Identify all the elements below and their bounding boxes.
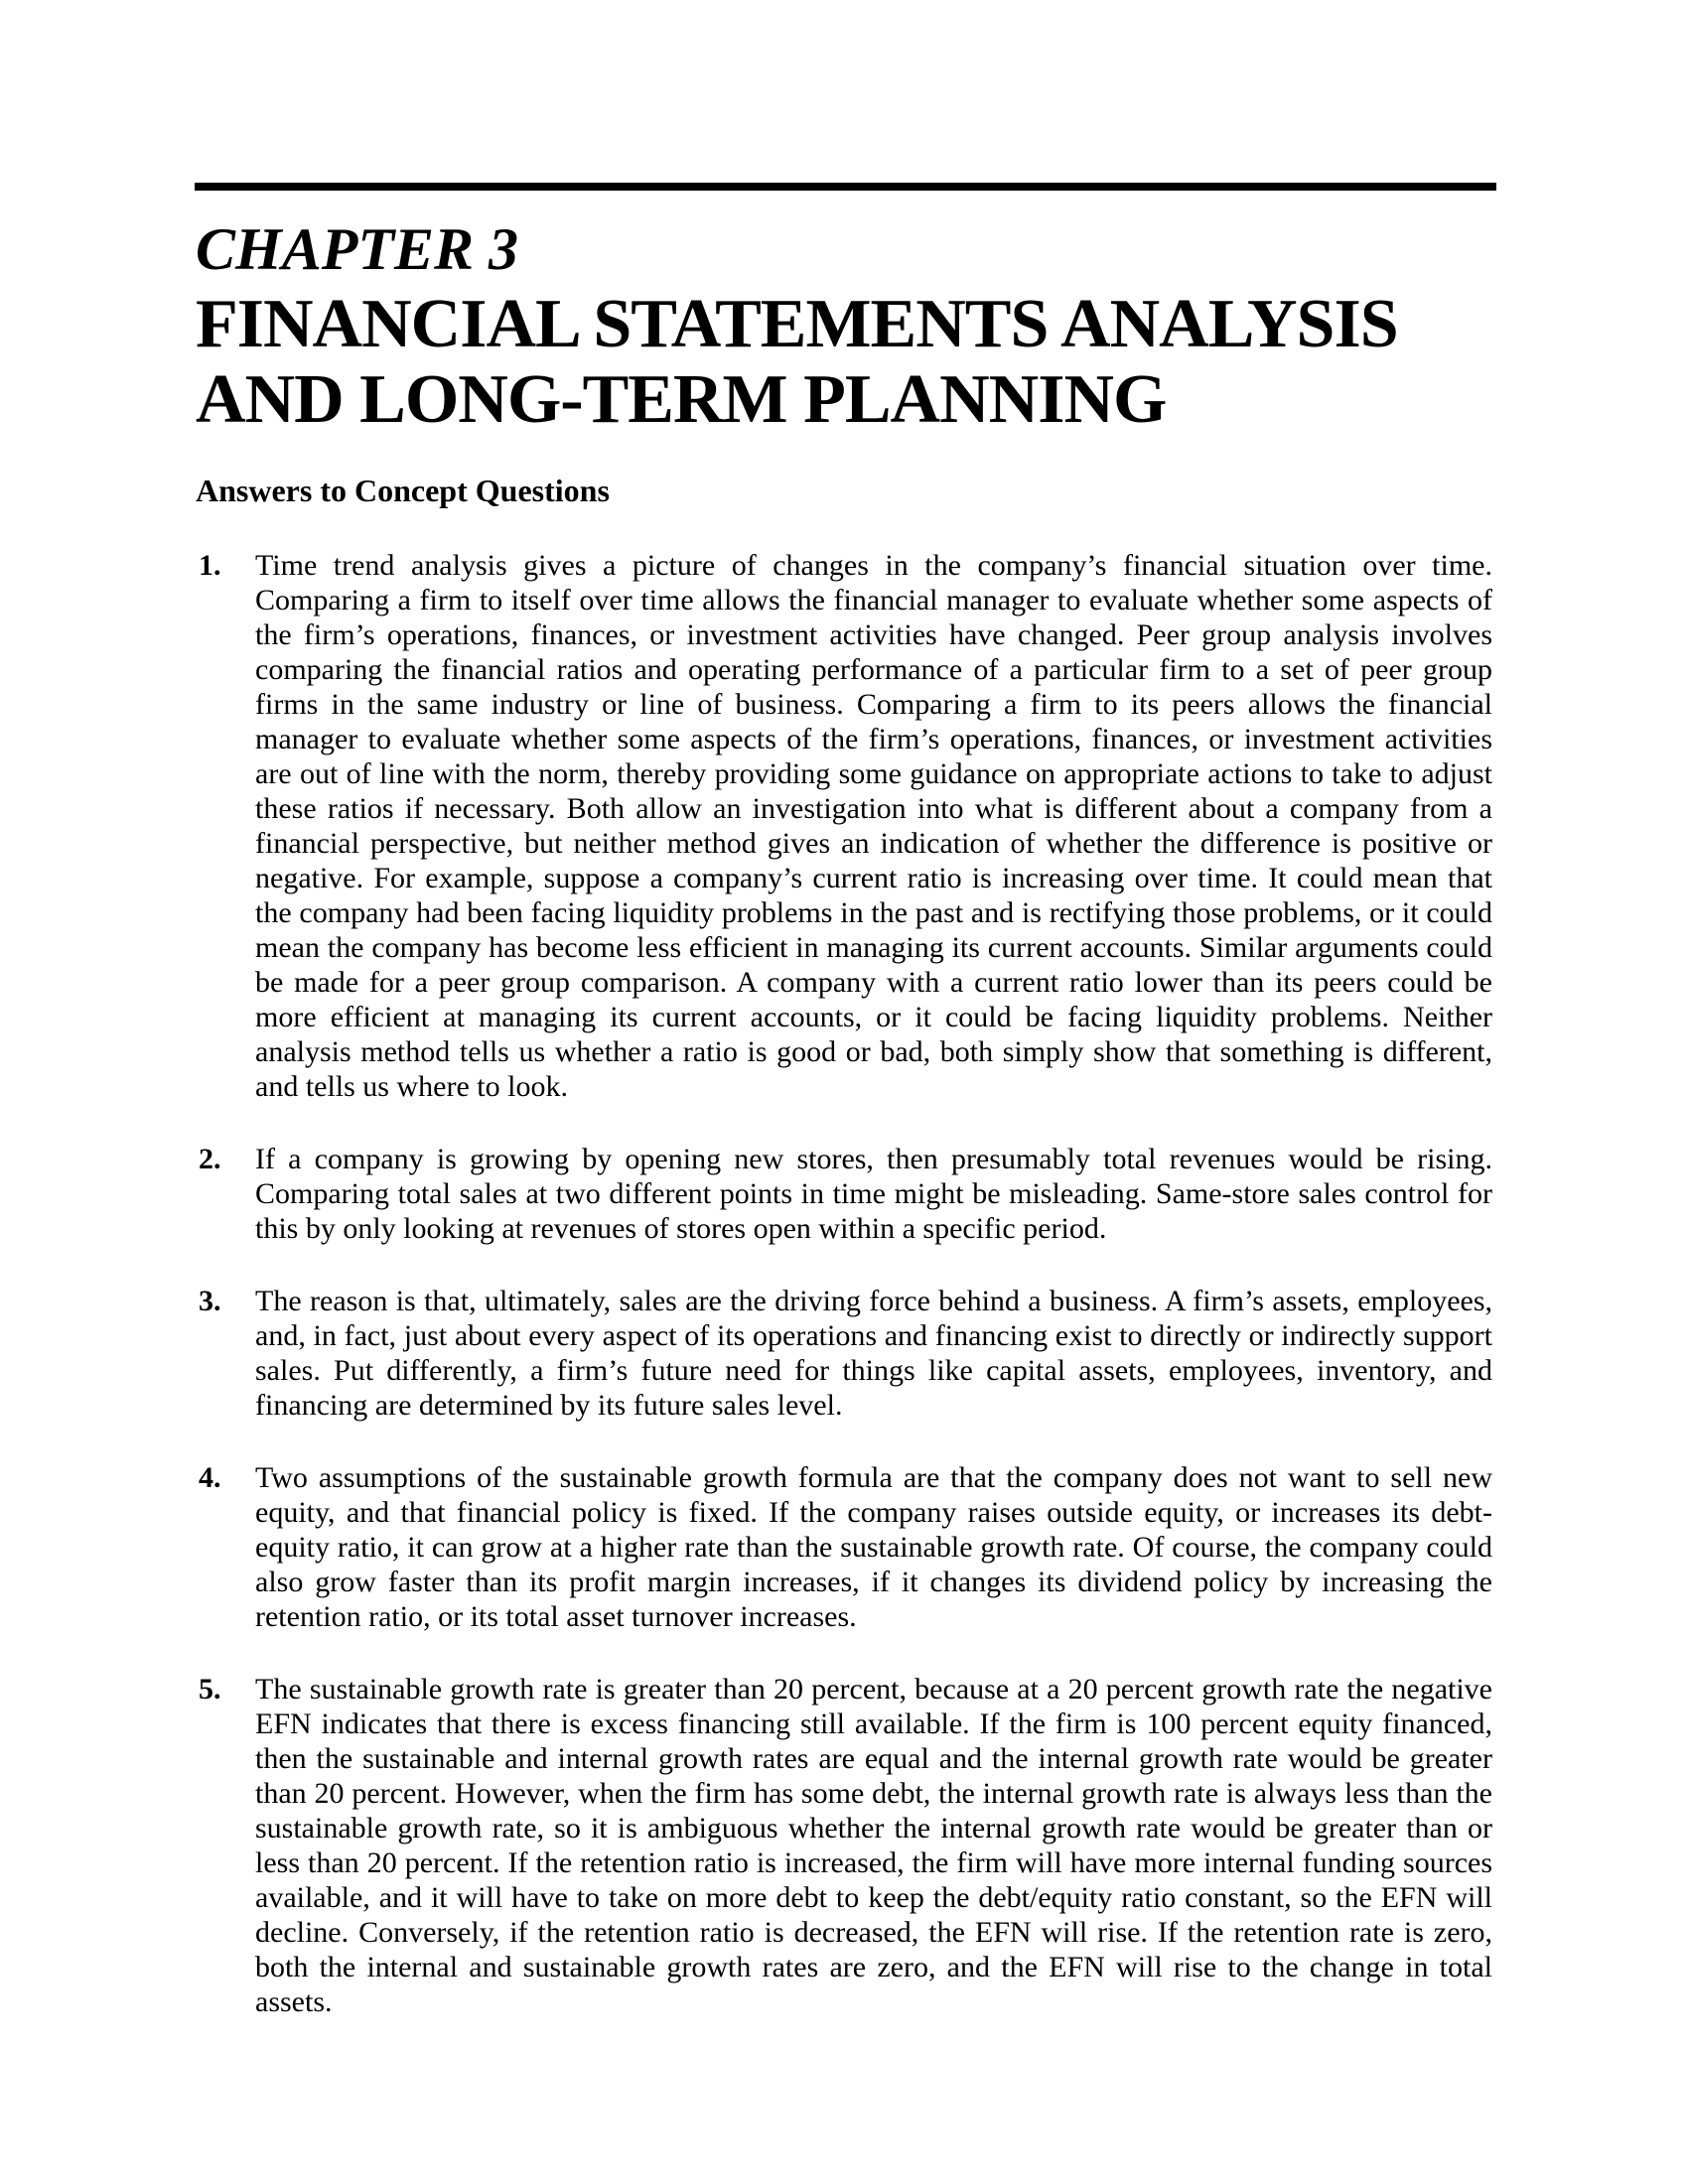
- item-text: The sustainable growth rate is greater than 20 percent, because at a 20 percent growth rate the negative EFN indicates that there is excess financing still available. If the firm is 100 percent equity financed, then the sustainable and internal growth rates are equal and the internal growth rate would be greater than 20 percent. However, when the firm has some debt, the internal growth rate is always less than the sustainable growth rate, so it is ambiguous whether the internal growth rate would be greater than or less than 20 percent. If the retention ratio is increased, the firm will have more internal funding sources available, and it will have to take on more debt to keep the debt/equity ratio constant, so the EFN will decline. Conversely, if the retention ratio is decreased, the EFN will rise. If the retention rate is zero, both the internal and sustainable growth rates are zero, and the EFN will rise to the change in total assets.: [255, 1673, 1492, 2018]
- item-text: Two assumptions of the sustainable growth formula are that the company does not want to sell new equity, and that financial policy is fixed. If the company raises outside equity, or increases its debt-equity ratio, it can grow at a higher rate than the sustainable growth rate. Of course, the company could also grow faster than its profit margin increases, if it changes its dividend policy by increasing the retention ratio, or its total asset turnover increases.: [255, 1461, 1492, 1633]
- list-item: [199, 1142, 1492, 1246]
- list-item: [199, 1284, 1492, 1423]
- list-item: [199, 1460, 1492, 1634]
- item-text: The reason is that, ultimately, sales are the driving force behind a business. A firm’s assets, employees, and, in fact, just about every aspect of its operations and financing exist to directly or indirectly support sales. Put differently, a firm’s future need for things like capital assets, employees, inventory, and financing are determined by its future sales level.: [255, 1285, 1492, 1422]
- item-number: 4.: [199, 1461, 221, 1494]
- chapter-title-line-1: FINANCIAL STATEMENTS ANALYSIS: [196, 286, 1398, 362]
- chapter-heading-rule: [195, 183, 1496, 191]
- chapter-label: CHAPTER 3: [196, 216, 519, 282]
- item-number: 2.: [199, 1143, 221, 1175]
- list-item: [199, 548, 1492, 1104]
- item-text: If a company is growing by opening new stores, then presumably total revenues would be rising. Comparing total sales at two different points in time might be misleading. Same-store sales control for this by only looking at revenues of stores open within a specific period.: [255, 1143, 1492, 1245]
- item-text: Time trend analysis gives a picture of changes in the company’s financial situation over time. Comparing a firm to itself over time allows the financial manager to evaluate whether some aspects of the firm’s operations, finances, or investment activities have changed. Peer group analysis involves comparing the financial ratios and operating performance of a particular firm to a set of peer group firms in the same industry or line of business. Comparing a firm to its peers allows the financial manager to evaluate whether some aspects of the firm’s operations, finances, or investment activities are out of line with the norm, thereby providing some guidance on appropriate actions to take to adjust these ratios if necessary. Both allow an investigation into what is different about a company from a financial perspective, but neither method gives an indication of whether the difference is positive or negative. For example, suppose a company’s current ratio is increasing over time. It could mean that the company had been facing liquidity problems in the past and is rectifying those problems, or it could mean the company has become less efficient in managing its current accounts. Similar arguments could be made for a peer group comparison. A company with a current ratio lower than its peers could be more efficient at managing its current accounts, or it could be facing liquidity problems. Neither analysis method tells us whether a ratio is good or bad, both simply show that something is different, and tells us where to look.: [255, 549, 1492, 1103]
- section-heading: Answers to Concept Questions: [196, 473, 610, 508]
- chapter-title-line-2: AND LONG-TERM PLANNING: [196, 361, 1167, 438]
- list-item: [199, 1672, 1492, 2019]
- item-number: 3.: [199, 1285, 221, 1317]
- item-number: 5.: [199, 1673, 221, 1706]
- concept-answers-list: [199, 548, 1492, 2057]
- item-number: 1.: [199, 549, 221, 582]
- chapter-title-block: [196, 211, 1586, 438]
